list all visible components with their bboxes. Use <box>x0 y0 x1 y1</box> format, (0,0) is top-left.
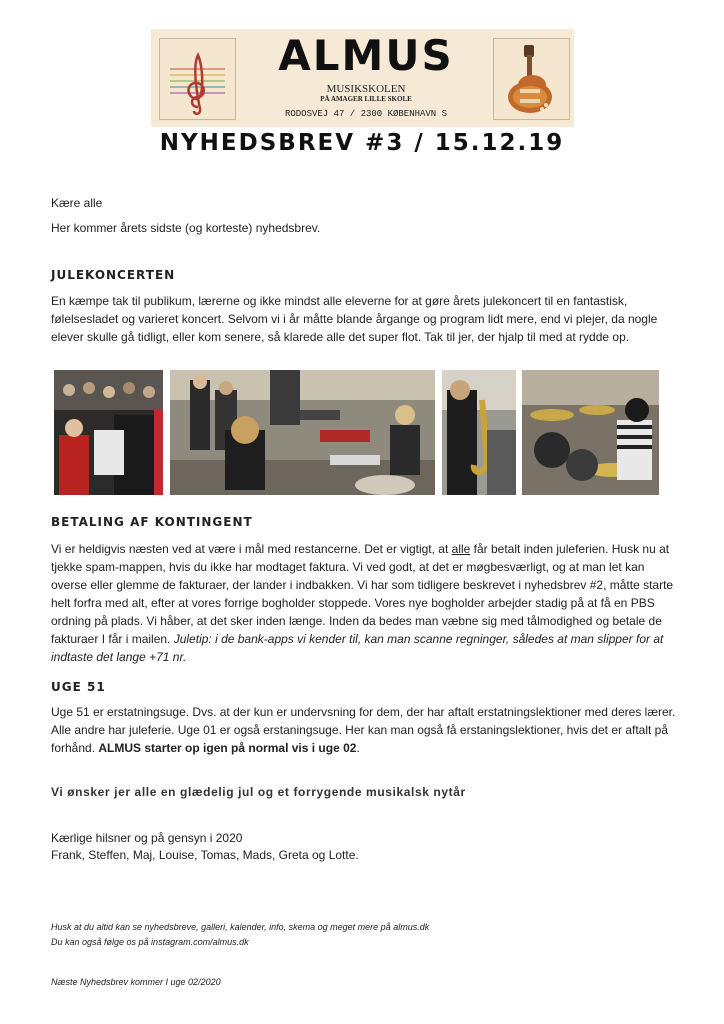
electric-guitar-logo <box>493 38 570 120</box>
brand-subtitle: MUSIKSKOLEN <box>326 83 406 95</box>
concert-audience-piano-photo <box>54 370 163 495</box>
drummer-photo <box>522 370 659 495</box>
saxophone-player-photo <box>442 370 516 495</box>
header-banner <box>151 29 574 127</box>
intro-text: Her kommer årets sidste (og korteste) nyhedsbrev. <box>51 221 321 235</box>
section-heading-uge51: UGE 51 <box>51 680 106 694</box>
betaling-text-underlined: alle <box>451 542 471 556</box>
signoff-names: Frank, Steffen, Maj, Louise, Tomas, Mads, Greta og Lotte. <box>51 848 359 862</box>
concert-band-keyboards-photo <box>170 370 435 495</box>
footer-note-instagram: Du kan også følge os på instagram.com/almus.dk <box>51 937 249 947</box>
section-body-uge51 <box>51 703 681 757</box>
greeting: Kære alle <box>51 196 103 210</box>
section-body-betaling <box>51 540 681 666</box>
uge51-text-end: . <box>356 741 360 755</box>
betaling-text-part2: får betalt inden juleferien. Husk nu at tjekke spam-mappen, hvis du ikke har modtaget faktura. Vi ved godt, at det er møgbesværligt, og at man let kan overse eller glemme de fakturaer, der lander i indbakken. Vi har som tidligere beskrevet i nyhedsbrev #2, måtte starte helt forfra med alt, efter at vores forrige bogholder stoppede. Vores nye bogholder arbejder stadig på at få en PBS ordning på plads. Vi håber, at det sker inden længe. Inden da bedes man væbne sig med tålmodighed og betale de fakturaer I får i mailen. <box>51 542 674 646</box>
footer-note-website: Husk at du altid kan se nyhedsbreve, galleri, kalender, info, skema og meget mere på almus.dk <box>51 922 430 932</box>
signoff-line: Kærlige hilsner og på gensyn i 2020 <box>51 831 243 845</box>
betaling-text-part1: Vi er heldigvis næsten ved at være i mål med restancerne. Det er vigtigt, at <box>51 542 452 556</box>
brand-name: ALMUS <box>278 31 454 80</box>
treble-clef-logo <box>159 38 236 120</box>
brand-address: RODOSVEJ 47 / 2300 KØBENHAVN S <box>284 109 448 119</box>
uge51-bold-text: ALMUS starter op igen på normal vis i uge 02 <box>98 741 357 755</box>
newsletter-title: NYHEDSBREV #3 / 15.12.19 <box>159 130 565 156</box>
footer-next-newsletter: Næste Nyhedsbrev kommer I uge 02/2020 <box>51 977 221 987</box>
brand-subtitle-location: PÅ AMAGER LILLE SKOLE <box>320 95 412 103</box>
section-body-julekoncert: En kæmpe tak til publikum, lærerne og ikke mindst alle eleverne for at gøre årets julekoncert til en fantastisk, følelsesladet og varieret koncert. Selvom vi i år måtte blande årgange og program lidt mere, end vi plejer, da nogle elever skulle gå tidligt, eller kom senere, så klarede alle det super flot. Tak til jer, der hjalp til med at rydde op. <box>51 294 658 344</box>
section-heading-betaling: BETALING AF KONTINGENT <box>51 515 253 529</box>
betaling-tip: Juletip: i de bank-apps vi kender til, kan man scanne regninger, således at man slipper for at indtaste det lange +71 nr. <box>51 632 664 664</box>
uge51-text: Uge 51 er erstatningsuge. Dvs. at der kun er undervsning for dem, der har aftalt erstatningslektioner med deres lærer. Alle andre har juleferie. Uge 01 er også erstaningsuge. Her kan man også få erstaningslektioner, hvis det er aftalt på forhånd. <box>51 705 676 755</box>
section-heading-julekoncert: JULEKONCERTEN <box>51 268 176 282</box>
holiday-wish: Vi ønsker jer alle en glædelig jul og et forrygende musikalsk nytår <box>51 785 466 799</box>
